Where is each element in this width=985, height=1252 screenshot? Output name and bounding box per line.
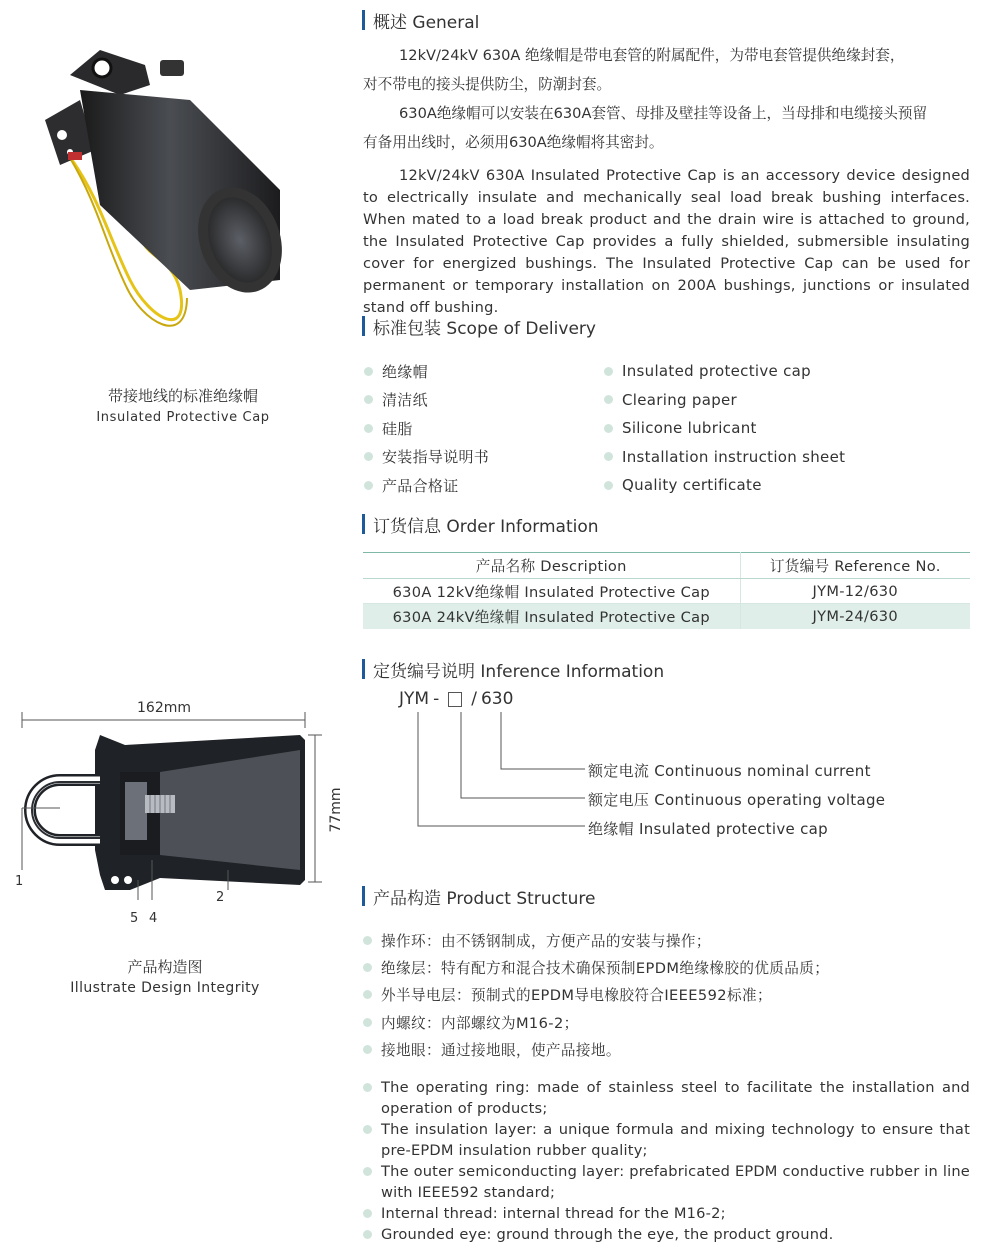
callout-1: 1: [15, 874, 24, 889]
code-prefix: JYM: [399, 689, 430, 709]
structure-diagram: [0, 690, 360, 935]
inference-heading: [362, 658, 664, 680]
code-dash: -: [433, 689, 440, 709]
bullet-dot: [364, 395, 373, 404]
list-item-text: 产品合格证: [382, 476, 459, 495]
delivery-heading: [362, 315, 596, 337]
list-item: [604, 386, 845, 415]
table-row: [363, 579, 970, 604]
structure-list-en: [363, 1077, 970, 1245]
delivery-heading-text: 标准包装 Scope of Delivery: [373, 318, 596, 339]
inference-label-current: 额定电流 Continuous nominal current: [588, 762, 871, 780]
table-row: [363, 604, 970, 629]
photo-caption-cn: 带接地线的标准绝缘帽: [107, 387, 258, 405]
list-item: [604, 357, 845, 386]
structure-heading-text: 产品构造 Product Structure: [373, 888, 596, 909]
bullet-dot: [363, 990, 372, 999]
bullet-dot: [363, 1045, 372, 1054]
list-item-text: Installation instruction sheet: [622, 447, 846, 466]
list-item: [363, 1077, 970, 1119]
col-description: 产品名称 Description: [363, 553, 740, 579]
bullet-dot: [604, 424, 613, 433]
bullet-dot: [604, 481, 613, 490]
structure-heading: [362, 885, 595, 907]
list-item-text: The outer semiconducting layer: prefabricated EPDM conductive rubber in line with IEEE592 standard;: [381, 1163, 970, 1201]
product-photo: [40, 40, 290, 370]
bullet-dot: [604, 452, 613, 461]
list-item-text: The insulation layer: a unique formula and mixing technology to ensure that pre-EPDM insulation rubber quality;: [381, 1121, 970, 1159]
list-item-text: 绝缘帽: [382, 362, 428, 381]
general-en-paragraph: 12kV/24kV 630A Insulated Protective Cap is an accessory device designed to electrically insulate and mechanically seal load break bushing interfaces. When mated to a load break product and the drain wire is attached to ground, the Insulated Protective Cap provides a fully shielded, submersible insulating cover for energized bushings. The Insulated Protective Cap can be used for permanent or temporary installation on 200A bushings, junctions or insulated stand off bushing.: [363, 167, 970, 316]
heading-bar: [362, 514, 365, 534]
bullet-dot: [363, 1125, 372, 1134]
code-slash: /: [471, 689, 477, 709]
list-item-text: Silicone lubricant: [622, 419, 757, 438]
list-item: [363, 1161, 970, 1203]
list-item: [363, 954, 970, 981]
list-item: [604, 471, 845, 500]
inference-label-cap: 绝缘帽 Insulated protective cap: [588, 820, 828, 838]
general-cn-para2-line2: 有备用出线时，必须用630A绝缘帽将其密封。: [363, 134, 664, 151]
general-heading: [362, 9, 479, 31]
row-reference: JYM-24/630: [740, 604, 970, 629]
list-item-text: Internal thread: internal thread for the M16-2;: [381, 1205, 726, 1222]
list-item: [364, 386, 489, 415]
bullet-dot: [604, 395, 613, 404]
photo-caption-en: Insulated Protective Cap: [96, 410, 270, 425]
bullet-dot: [604, 367, 613, 376]
code-suffix: 630: [480, 689, 514, 709]
bullet-dot: [363, 1209, 372, 1218]
list-item: [604, 443, 845, 472]
general-cn-paragraph-2: [363, 99, 970, 157]
list-item-text: Quality certificate: [622, 476, 762, 495]
list-item: [364, 357, 489, 386]
row-description: 630A 12kV绝缘帽 Insulated Protective Cap: [363, 579, 740, 604]
diagram-caption-en: Illustrate Design Integrity: [70, 980, 260, 996]
list-item-text: Insulated protective cap: [622, 362, 811, 381]
bullet-dot: [363, 1018, 372, 1027]
callout-5: 5: [130, 911, 139, 926]
list-item: [363, 1009, 970, 1036]
heading-bar: [362, 886, 365, 906]
list-item: [363, 1203, 970, 1224]
heading-bar: [362, 10, 365, 30]
callout-4: 4: [149, 911, 158, 926]
bullet-dot: [363, 1083, 372, 1092]
list-item-text: 硅脂: [382, 419, 413, 438]
general-heading-text: 概述 General: [373, 12, 480, 33]
bullet-dot: [364, 367, 373, 376]
list-item-text: 绝缘层：特有配方和混合技术确保预制EPDM绝缘橡胶的优质品质；: [381, 960, 830, 978]
heading-bar: [362, 659, 365, 679]
list-item: [604, 414, 845, 443]
list-item-text: Grounded eye: ground through the eye, the product ground.: [381, 1226, 834, 1243]
order-table: [363, 552, 970, 629]
list-item: [363, 1036, 970, 1063]
heading-bar: [362, 316, 365, 336]
delivery-list-en: [604, 357, 845, 500]
bullet-dot: [364, 424, 373, 433]
delivery-list-cn: [364, 357, 489, 500]
diagram-caption-cn: 产品构造图: [127, 958, 203, 976]
callout-2: 2: [216, 890, 225, 905]
dim-width-label: 162mm: [137, 700, 191, 716]
list-item: [363, 1224, 970, 1245]
list-item-text: 清洁纸: [382, 391, 428, 410]
list-item: [364, 414, 489, 443]
bullet-dot: [363, 1230, 372, 1239]
order-heading: [362, 513, 599, 535]
list-item: [364, 443, 489, 472]
row-description: 630A 24kV绝缘帽 Insulated Protective Cap: [363, 604, 740, 629]
bullet-dot: [363, 936, 372, 945]
list-item-text: 内螺纹：内部螺纹为M16-2；: [381, 1014, 579, 1032]
inference-label-voltage: 额定电压 Continuous operating voltage: [588, 791, 886, 809]
list-item: [363, 1119, 970, 1161]
list-item: [363, 981, 970, 1008]
general-cn-para2-line1: 630A绝缘帽可以安装在630A套管、母排及壁挂等设备上，当母排和电缆接头预留: [399, 105, 928, 122]
list-item: [363, 927, 970, 954]
list-item-text: 接地眼：通过接地眼，使产品接地。: [381, 1041, 621, 1059]
bullet-dot: [364, 481, 373, 490]
list-item-text: 外半导电层：预制式的EPDM导电橡胶符合IEEE592标准；: [381, 987, 772, 1005]
col-reference: 订货编号 Reference No.: [740, 553, 970, 579]
structure-list-cn: [363, 927, 970, 1063]
general-cn-paragraph-1: [363, 41, 970, 99]
row-reference: JYM-12/630: [740, 579, 970, 604]
table-header-row: [363, 553, 970, 579]
general-cn-para1-line2: 对不带电的接头提供防尘，防潮封套。: [363, 76, 612, 93]
bullet-dot: [363, 963, 372, 972]
list-item: [364, 471, 489, 500]
list-item-text: Clearing paper: [622, 390, 738, 409]
bullet-dot: [364, 452, 373, 461]
list-item-text: 操作环：由不锈钢制成，方便产品的安装与操作；: [381, 933, 711, 951]
dim-height-label: 77mm: [328, 787, 344, 833]
list-item-text: The operating ring: made of stainless steel to facilitate the installation and operation of products;: [381, 1079, 970, 1117]
list-item-text: 安装指导说明书: [382, 448, 490, 467]
general-cn-para1-line1: 12kV/24kV 630A 绝缘帽是带电套管的附属配件，为带电套管提供绝缘封套，: [399, 47, 905, 64]
bullet-dot: [363, 1167, 372, 1176]
order-heading-text: 订货信息 Order Information: [373, 516, 599, 537]
inference-heading-text: 定货编号说明 Inference Information: [373, 661, 665, 682]
